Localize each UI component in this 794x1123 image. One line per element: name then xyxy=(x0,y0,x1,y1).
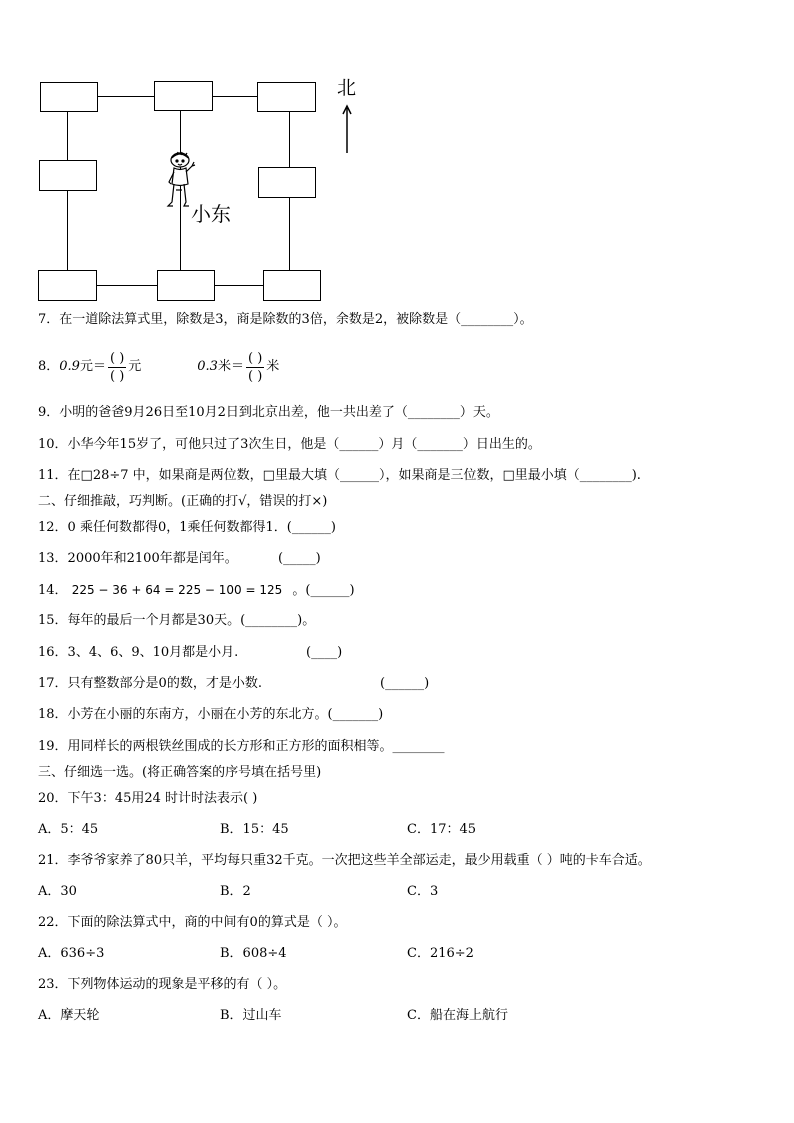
option-a: A．5：45 xyxy=(38,822,99,837)
question-8 xyxy=(38,345,279,389)
answer-blank: (______) xyxy=(380,676,430,691)
fraction-numerator-blank: ( ) xyxy=(247,350,263,366)
question-12: 12．0 乘任何数都得0，1乘任何数都得1．(______) xyxy=(38,520,336,535)
question-13 xyxy=(38,551,321,567)
question-14 xyxy=(38,582,355,599)
question-11: 11．在□28÷7 中，如果商是两位数，□里最大填（______），如果商是三位数，□里最小填（________). xyxy=(38,468,641,483)
option-b: B．15：45 xyxy=(220,822,289,837)
map-box-bottom-middle xyxy=(157,270,215,301)
question-18: 18．小芳在小丽的东南方，小丽在小芳的东北方。(_______) xyxy=(38,707,384,722)
question-13-text: 13．2000年和2100年都是闰年。 xyxy=(38,551,238,566)
question-23: 23．下列物体运动的现象是平移的有（ ）。 xyxy=(38,977,287,992)
question-19: 19．用同样长的两根铁丝围成的长方形和正方形的面积相等。________ xyxy=(38,739,445,754)
map-box-bottom-right xyxy=(263,270,321,301)
fraction-denominator-blank: ( ) xyxy=(109,368,125,384)
map-diagram xyxy=(0,0,400,305)
question-10: 10．小华今年15岁了，可他只过了3次生日，他是（______）月（_______）日出生的。 xyxy=(38,437,541,452)
unit-mi: 米 xyxy=(266,359,280,374)
answer-blank: (____) xyxy=(306,645,343,660)
map-box-bottom-left xyxy=(38,270,97,301)
question-14-number: 14． xyxy=(38,583,68,598)
map-line xyxy=(212,96,258,97)
map-box-middle-right xyxy=(258,167,316,198)
question-15: 15．每年的最后一个月都是30天。(________)。 xyxy=(38,613,316,628)
fraction-numerator-blank: ( ) xyxy=(109,350,125,366)
answer-blank: (_____) xyxy=(278,551,321,566)
equals-yuan: 元＝ xyxy=(79,359,106,374)
option-c: C．船在海上航行 xyxy=(407,1008,508,1023)
question-16 xyxy=(38,645,343,661)
value-mi: 0.3 xyxy=(197,359,218,374)
question-8-number: 8． xyxy=(38,359,60,374)
question-9: 9．小明的爸爸9月26日至10月2日到北京出差，他一共出差了（________）天。 xyxy=(38,405,499,420)
question-21: 21．李爷爷家养了80只羊，平均每只重32千克。一次把这些羊全部运走，最少用载重（ ）吨的卡车合适。 xyxy=(38,853,651,868)
unit-yuan: 元 xyxy=(128,359,142,374)
fraction-yuan xyxy=(108,351,126,384)
section-3-heading: 三、仔细选一选。(将正确答案的序号填在括号里) xyxy=(38,765,322,780)
option-b: B．2 xyxy=(220,884,251,899)
option-b: B．608÷4 xyxy=(220,946,287,961)
fraction-denominator-blank: ( ) xyxy=(247,368,263,384)
option-a: A．636÷3 xyxy=(38,946,105,961)
north-arrow-icon xyxy=(341,104,353,154)
equals-mi: 米＝ xyxy=(217,359,244,374)
option-c: C．3 xyxy=(407,884,439,899)
map-line xyxy=(96,285,157,286)
question-16-text: 16．3、4、6、9、10月都是小月. xyxy=(38,645,239,660)
map-box-top-middle xyxy=(154,81,213,111)
north-label: 北 xyxy=(337,77,357,99)
map-box-top-left xyxy=(40,82,98,112)
person-label: 小东 xyxy=(191,202,231,226)
answer-blank: 。(______) xyxy=(292,583,355,598)
option-a: A．30 xyxy=(38,884,77,899)
value-yuan: 0.9 xyxy=(59,359,80,374)
map-line xyxy=(215,285,264,286)
option-b: B．过山车 xyxy=(220,1008,282,1023)
question-20: 20．下午3：45用24 时计时法表示( ) xyxy=(38,791,258,806)
map-line xyxy=(67,111,68,160)
map-line xyxy=(97,96,155,97)
map-box-middle-left xyxy=(39,160,97,191)
question-17-text: 17．只有整数部分是0的数，才是小数. xyxy=(38,676,262,691)
math-expression: 225 − 36 + 64 = 225 − 100 = 125 xyxy=(71,583,283,597)
question-7: 7．在一道除法算式里，除数是3，商是除数的3倍，余数是2，被除数是（________）。 xyxy=(38,312,533,327)
map-line xyxy=(289,198,290,270)
option-c: C．17：45 xyxy=(407,822,477,837)
fraction-mi xyxy=(246,351,264,384)
question-22: 22．下面的除法算式中，商的中间有0的算式是（ ）。 xyxy=(38,915,347,930)
map-line xyxy=(67,191,68,270)
map-box-top-right xyxy=(257,82,316,112)
option-a: A．摩天轮 xyxy=(38,1008,100,1023)
map-line xyxy=(289,111,290,167)
option-c: C．216÷2 xyxy=(407,946,474,961)
section-2-heading: 二、仔细推敲，巧判断。(正确的打√，错误的打×) xyxy=(38,494,328,509)
question-17 xyxy=(38,676,430,692)
